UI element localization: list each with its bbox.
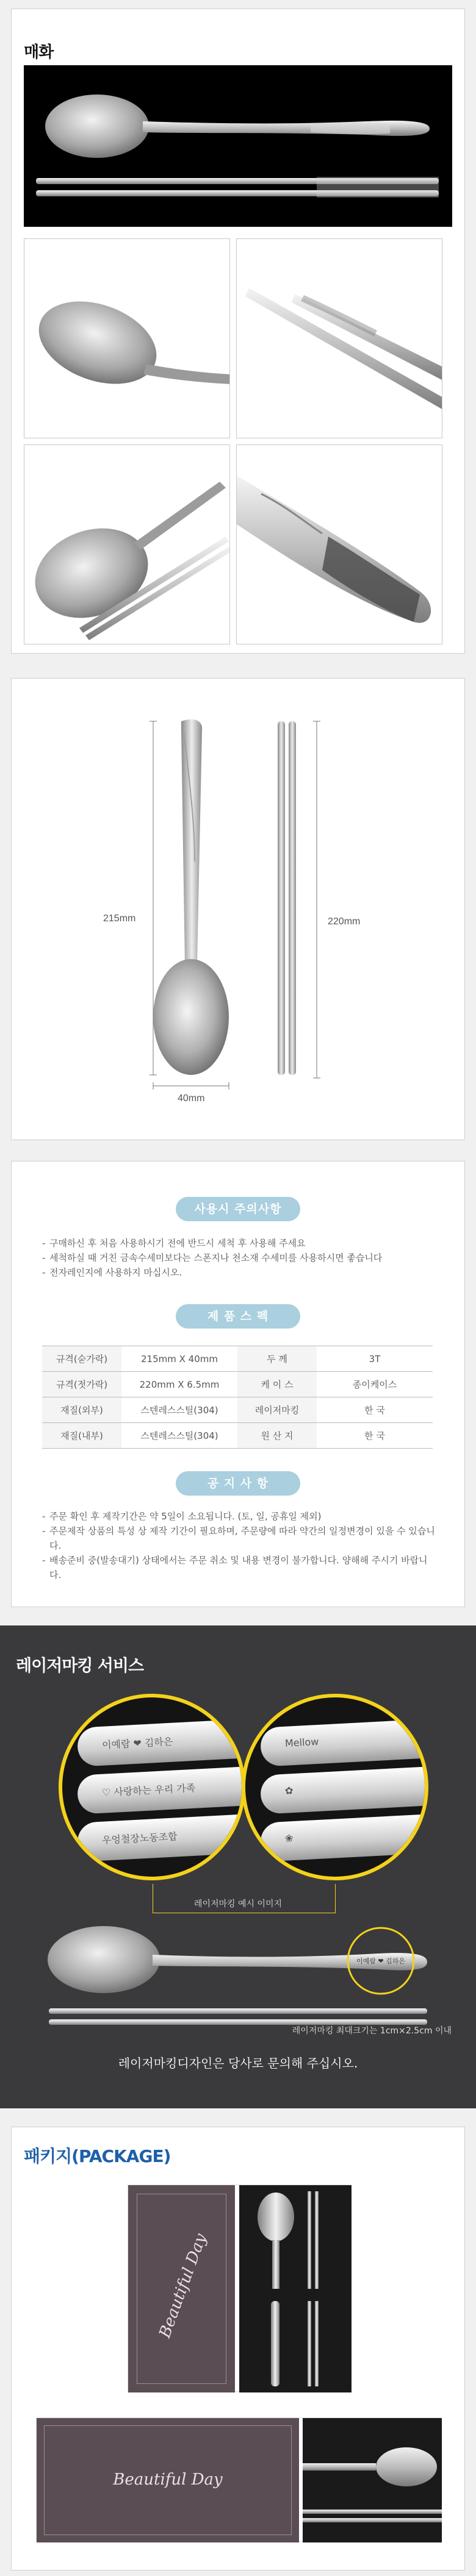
spec-title: 제 품 스 펙 [176,1304,300,1329]
marking-example-circle-right [242,1694,428,1880]
spec-value: 종이케이스 [317,1372,433,1397]
spec-table [42,1346,433,1449]
spec-value: 한 국 [317,1397,433,1423]
caution-item: - 구매하신 후 처음 사용하시기 전에 반드시 세척 후 사용해 주세요 [42,1236,439,1251]
spoon-width-label: 40mm [178,1093,205,1104]
spoon-mark-text: 이예람 ❤ 김하은 [356,1957,405,1965]
spec-key: 재질(내부) [42,1423,121,1449]
vertical-package [128,2185,351,2392]
caution-item: - 전자레인지에 사용하지 마십시오. [42,1265,439,1280]
table-row [42,1397,433,1423]
package-logo-text: Beautiful Day [113,2471,223,2489]
table-row [42,1346,433,1372]
marking-example-text: 우엉철장노동조합 [101,1830,178,1846]
dimension-diagram [12,679,466,1141]
spec-key: 두 께 [237,1346,317,1372]
spoon-chopsticks-illustration [24,65,452,227]
marking-size-note: 레이저마킹 최대크기는 1cm×2.5cm 이내 [292,2026,452,2036]
notice-item: - 주문 확인 후 제작기간은 약 5일이 소요됩니다. (토, 일, 공휴일 제외) [42,1509,439,1524]
marking-example-text: ✿ [284,1785,294,1797]
dimension-panel [11,678,465,1140]
caution-list [42,1236,439,1280]
package-title: 패키지(PACKAGE) [24,2146,171,2166]
spec-value: 스텐레스스틸(304) [121,1423,237,1449]
spec-value: 220mm X 6.5mm [121,1372,237,1397]
notice-title: 공 지 사 항 [176,1471,300,1496]
spoon-length-label: 215mm [103,913,136,924]
marking-example-text: ♡ 사랑하는 우리 가족 [101,1782,196,1799]
spec-key: 규격(숟가락) [42,1346,121,1372]
spec-value: 3T [317,1346,433,1372]
spec-key: 규격(젓가락) [42,1372,121,1397]
caution-item: - 세척하실 때 거친 금속수세미보다는 스폰지나 천소재 수세미를 사용하시면 좋습니다 [42,1251,439,1265]
notice-item: - 주문제작 상품의 특성 상 제작 기간이 필요하며, 주문량에 따라 약간의 일정변경이 있을 수 있습니다. [42,1524,439,1553]
info-panel [11,1161,465,1607]
product-photo-panel [11,9,465,654]
spoon-bowl-photo [24,238,230,438]
chopstick-length-label: 220mm [328,916,361,927]
notice-item: - 배송준비 중(발송대기) 상태에서는 주문 취소 및 내용 변경이 불가합니다. 양해해 주시기 바랍니다. [42,1553,439,1582]
marking-example-text: 이예람 ❤ 김하은 [101,1735,173,1751]
spec-key: 케 이 스 [237,1372,317,1397]
horizontal-package [36,2417,441,2542]
handle-pattern-photo [236,444,442,644]
package-tray [303,2418,442,2542]
spec-value: 한 국 [317,1423,433,1449]
chopsticks-tip-photo [236,238,442,438]
notice-list [42,1509,439,1582]
spec-value: 스텐레스스틸(304) [121,1397,237,1423]
example-label: 레이저마킹 예시 이미지 [188,1899,288,1909]
package-sleeve [37,2418,299,2542]
laser-marking-title: 레이저마킹 서비스 [16,1657,144,1675]
laser-marking-section [0,1625,476,2108]
product-name: 매화 [24,43,54,62]
spoon-with-chopsticks-photo [24,444,230,644]
package-panel [11,2127,465,2571]
table-row [42,1372,433,1397]
marking-example-text: ❀ [284,1832,294,1844]
spec-key: 원 산 지 [237,1423,317,1449]
caution-title: 사용시 주의사항 [176,1197,300,1221]
package-logo-text: Beautiful Day [156,2231,211,2341]
spec-key: 재질(외부) [42,1397,121,1423]
marking-contact-note: 레이저마킹디자인은 당사로 문의해 주십시오. [118,2056,358,2071]
hero-image [24,65,452,227]
marking-example-circle-left [59,1694,245,1880]
table-row [42,1423,433,1449]
marking-example-text: Mellow [284,1735,319,1749]
spec-key: 레이저마킹 [237,1397,317,1423]
package-sleeve [128,2185,235,2392]
spec-value: 215mm X 40mm [121,1346,237,1372]
package-tray [239,2185,352,2392]
